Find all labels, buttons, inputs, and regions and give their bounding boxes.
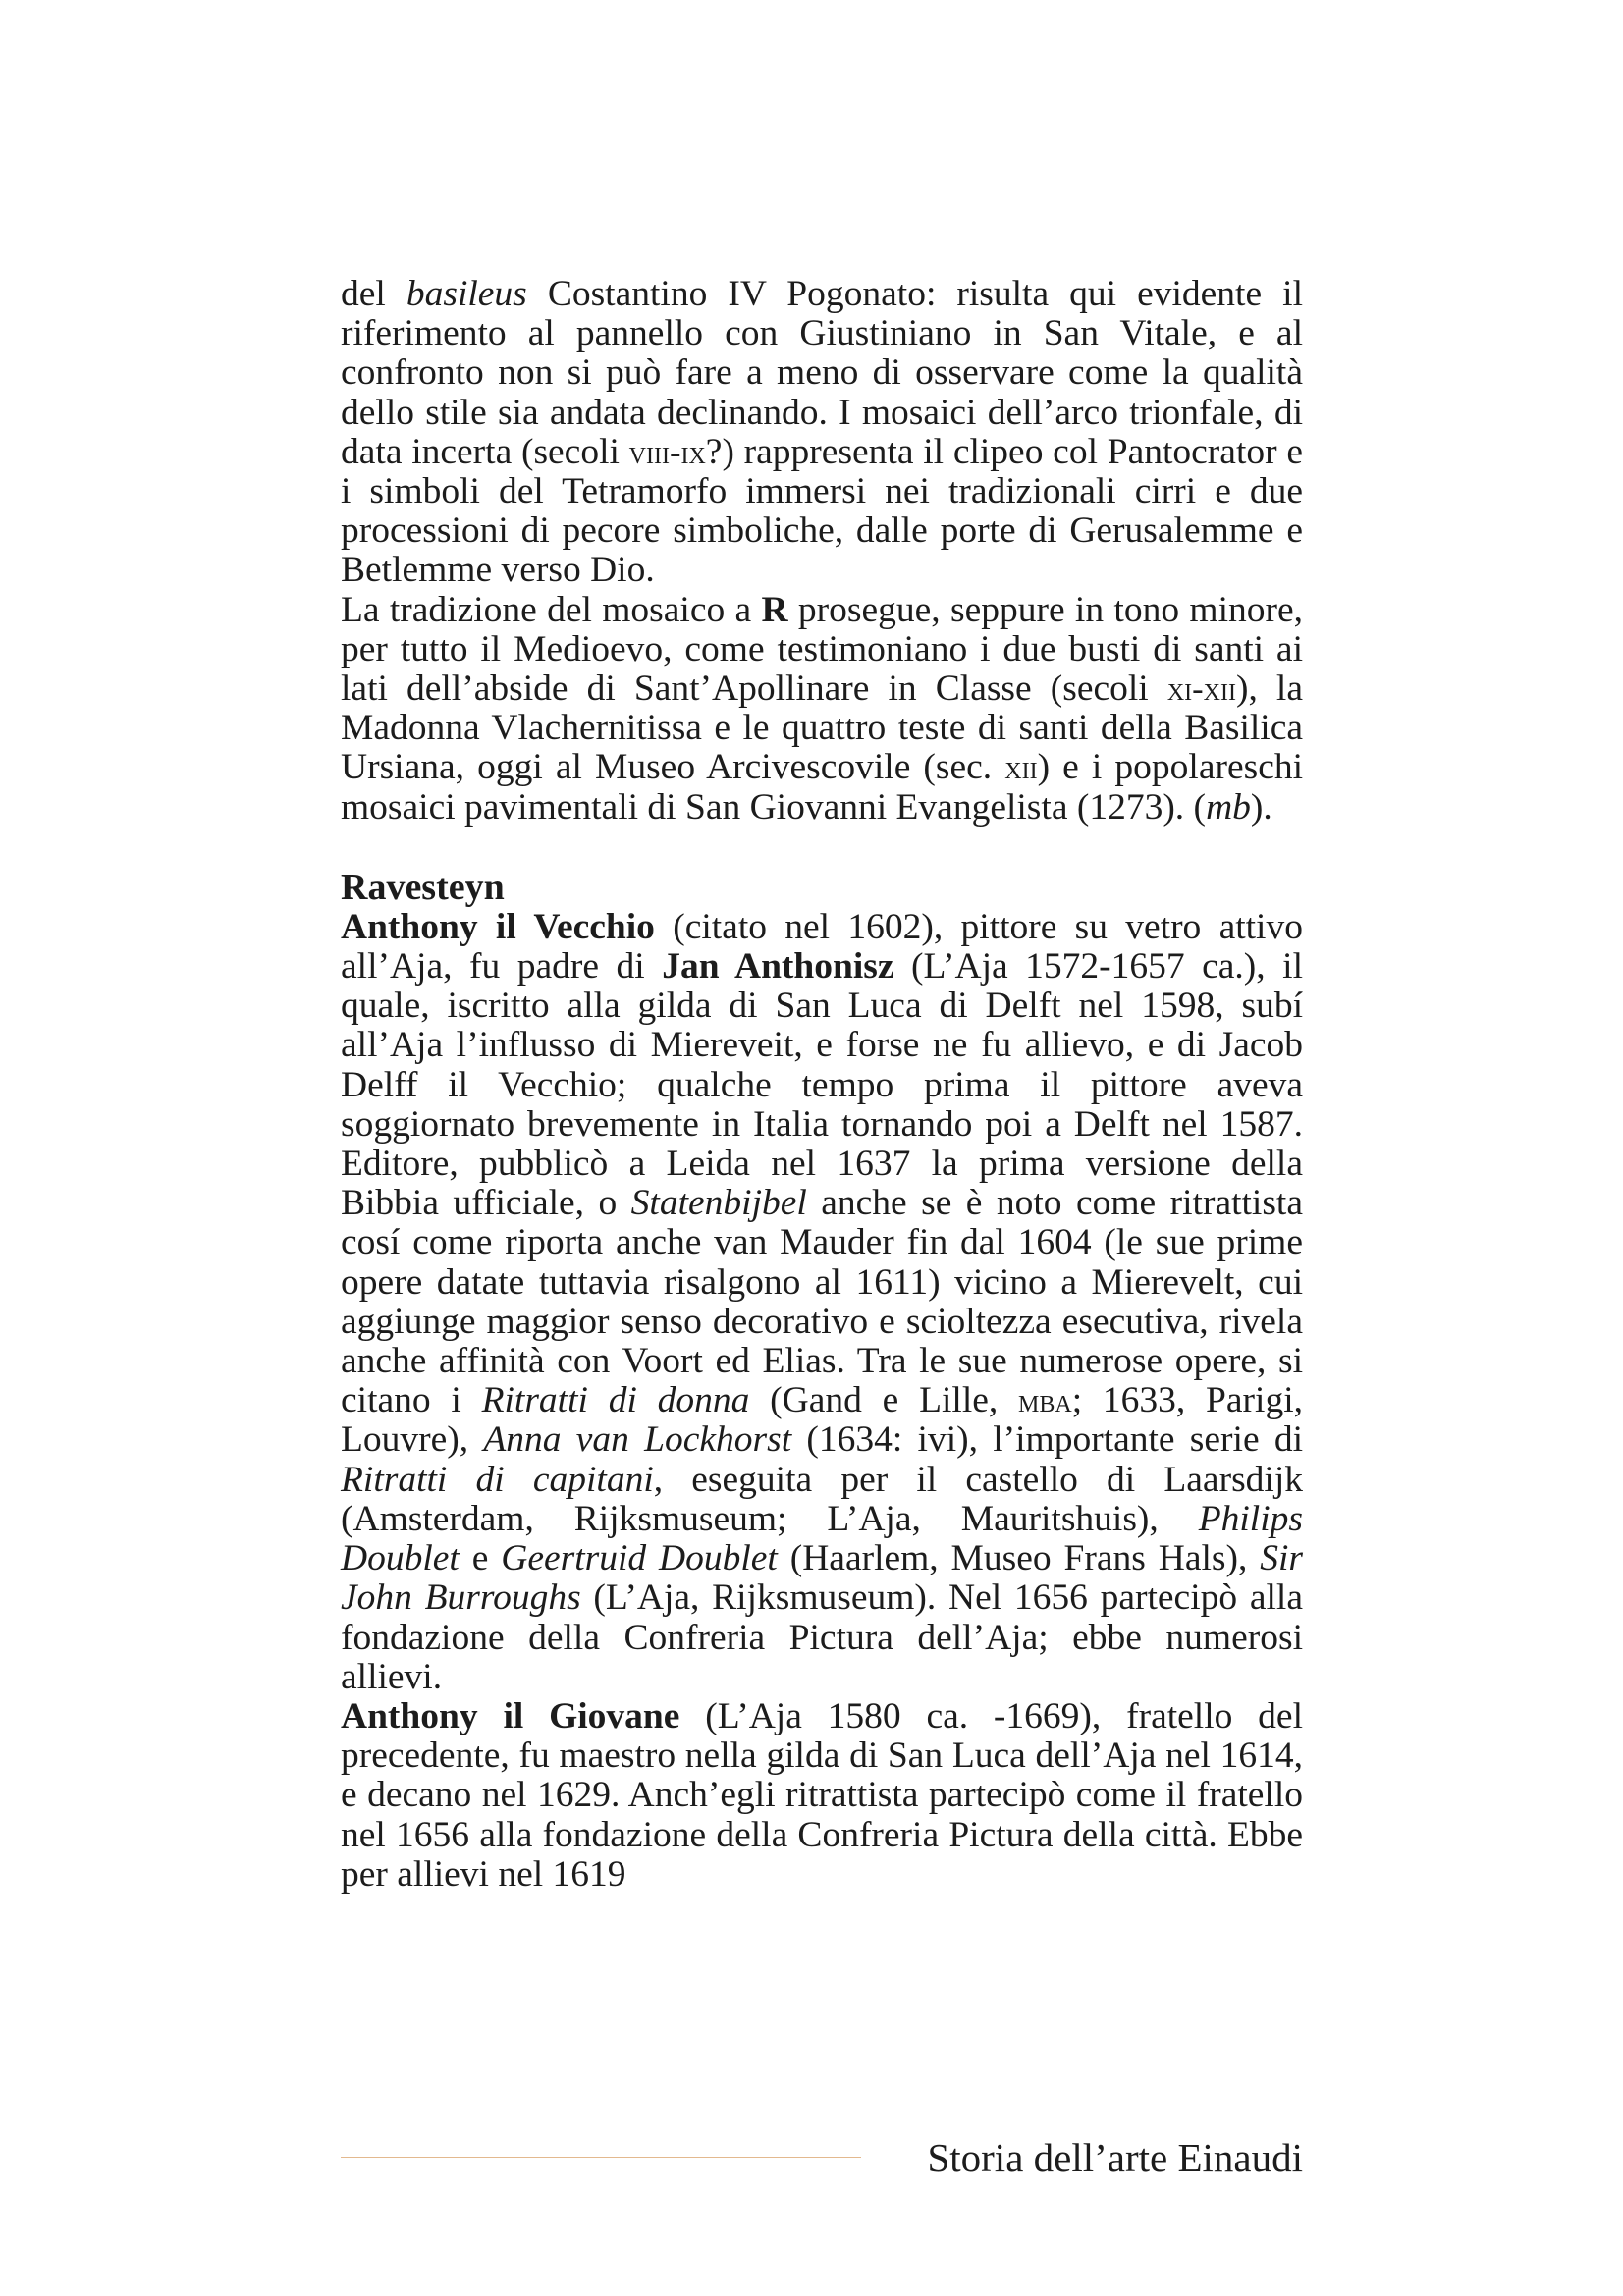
footer-label: Storia dell’arte Einaudi [927, 2135, 1303, 2180]
paragraph-mosaics-continued: del basileus Costantino IV Pogonato: risulta qui evidente il riferimento al pannello con Giustiniano in San Vitale, e al confronto non si può fare a meno di osservare come la qualità dello stile sia andata declinando. I mosaici dell’arco trionfale, di data incerta (secoli viii-ix?) rappresenta il clipeo col Pantocrator e i simboli del Tetramorfo immersi nei tradizionali cirri e due processioni di pecore simboliche, dalle porte di Gerusalemme e Betlemme verso Dio. [341, 274, 1303, 591]
section-gap [341, 828, 1303, 867]
paragraph-anthony-il-vecchio: Anthony il Vecchio (citato nel 1602), pittore su vetro attivo all’Aja, fu padre di Jan Anthonisz (L’Aja 1572-1657 ca.), il quale, iscritto alla gilda di San Luca di Delft nel 1598, subí all’Aja l’influsso di Miereveit, e forse ne fu allievo, e di Jacob Delff il Vecchio; qualche tempo prima il pittore aveva soggiornato brevemente in Italia tornando poi a Delft nel 1587. Editore, pubblicò a Leida nel 1637 la prima versione della Bibbia ufficiale, o Statenbijbel anche se è noto come ritrattista cosí come riporta anche van Mauder fin dal 1604 (le sue prime opere datate tuttavia risalgono al 1611) vicino a Mierevelt, cui aggiunge maggior senso decorativo e scioltezza esecutiva, rivela anche affinità con Voort ed Elias. Tra le sue numerose opere, si citano i Ritratti di donna (Gand e Lille, mba; 1633, Parigi, Louvre), Anna van Lockhorst (1634: ivi), l’importante serie di Ritratti di capitani, eseguita per il castello di Laarsdijk (Amsterdam, Rijksmuseum; L’Aja, Mauritshuis), Philips Doublet e Geertruid Doublet (Haarlem, Museo Frans Hals), Sir John Burroughs (L’Aja, Rijksmuseum). Nel 1656 partecipò alla fondazione della Confreria Pictura dell’Aja; ebbe numerosi allievi. [341, 906, 1304, 1697]
entry-title: Ravesteyn [341, 866, 505, 908]
footer-rule [341, 2157, 861, 2158]
paragraph-anthony-il-giovane: Anthony il Giovane (L’Aja 1580 ca. -1669), fratello del precedente, fu maestro nella gilda di San Luca dell’Aja nel 1614, e decano nel 1629. Anch’egli ritrattista partecipò come il fratello nel 1656 alla fondazione della Confreria Pictura della città. Ebbe per allievi nel 1619 [341, 1695, 1303, 1895]
paragraph-mosaic-tradition: La tradizione del mosaico a R prosegue, seppure in tono minore, per tutto il Medioevo, come testimoniano i due busti di santi ai lati dell’abside di Sant’Apollinare in Classe (secoli xi-xii), la Madonna Vlachernitissa e le quattro teste di santi della Basilica Ursiana, oggi al Museo Arcivescovile (sec. xii) e i popolareschi mosaici pavimentali di San Giovanni Evangelista (1273). (mb). [341, 589, 1304, 828]
text-block [341, 275, 1303, 1895]
